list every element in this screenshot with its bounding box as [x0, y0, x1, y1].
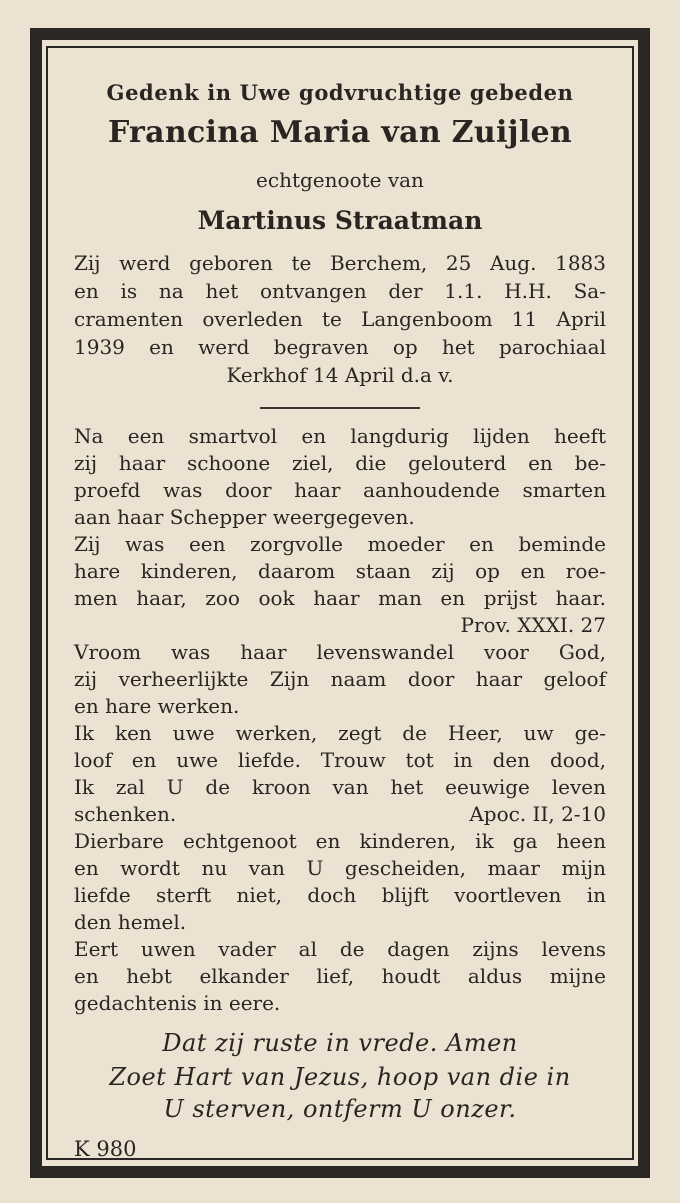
text-line: Eert uwen vader al de dagen zijns levens — [74, 937, 606, 961]
text-line: aan haar Schepper weergegeven. — [74, 505, 415, 529]
bio-line: cramenten overleden te Langenboom 11 April — [74, 307, 606, 331]
text-line: loof en uwe liefde. Trouw tot in den dood, — [74, 748, 606, 772]
memorial-text — [74, 423, 606, 1017]
text-line: en hebt elkander lief, houdt aldus mijne — [74, 964, 606, 988]
spouse-name: Martinus Straatman — [197, 206, 483, 235]
scripture-reference: Apoc. II, 2-10 — [469, 802, 606, 826]
text-line: Ik zal U de kroon van het eeuwige leven — [74, 775, 606, 799]
text-line: en wordt nu van U gescheiden, maar mijn — [74, 856, 606, 880]
closing-prayer-line: U sterven, ontferm U onzer. — [163, 1095, 517, 1123]
bio-line: 1939 en werd begraven op het parochiaal — [74, 335, 606, 359]
text-line: men haar, zoo ook haar man en prijst haar. — [74, 586, 606, 610]
scripture-reference: Prov. XXXI. 27 — [460, 613, 606, 637]
text-line: zij verheerlijkte Zijn naam door haar geloof — [74, 667, 606, 691]
text-line: Na een smartvol en langdurig lijden heeft — [74, 424, 606, 448]
text-line: liefde sterft niet, doch blijft voortleven in — [74, 883, 606, 907]
bio-line: en is na het ontvangen der 1.1. H.H. Sa- — [74, 279, 606, 303]
closing-prayer-line: Zoet Hart van Jezus, hoop van die in — [109, 1063, 571, 1091]
text-line: zij haar schoone ziel, die gelouterd en be- — [74, 451, 606, 475]
bio-line: Kerkhof 14 April d.a v. — [226, 363, 454, 387]
biography — [74, 249, 606, 389]
print-code: K 980 — [74, 1137, 137, 1161]
text-line: Vroom was haar levenswandel voor God, — [74, 640, 606, 664]
text-fragment: schenken. — [74, 802, 177, 826]
text-line-with-reference — [74, 801, 606, 828]
text-line: hare kinderen, daarom staan zij op en roe- — [74, 559, 606, 583]
bio-line: Zij werd geboren te Berchem, 25 Aug. 1883 — [74, 251, 606, 275]
closing-prayer-line: Dat zij ruste in vrede. Amen — [162, 1029, 518, 1057]
text-line: den hemel. — [74, 910, 187, 934]
text-line: Ik ken uwe werken, zegt de Heer, uw ge- — [74, 721, 606, 745]
text-line: gedachtenis in eere. — [74, 991, 281, 1015]
prayer-line: Gedenk in Uwe godvruchtige gebeden — [106, 80, 574, 105]
text-line: Dierbare echtgenoot en kinderen, ik ga heen — [74, 829, 606, 853]
text-line: en hare werken. — [74, 694, 240, 718]
text-line: Zij was een zorgvolle moeder en beminde — [74, 532, 606, 556]
relation-text: echtgenoote van — [256, 168, 424, 192]
text-line: proefd was door haar aanhoudende smarten — [74, 478, 606, 502]
divider-rule — [260, 407, 420, 409]
deceased-name: Francina Maria van Zuijlen — [107, 115, 573, 150]
card-content — [74, 78, 606, 1161]
